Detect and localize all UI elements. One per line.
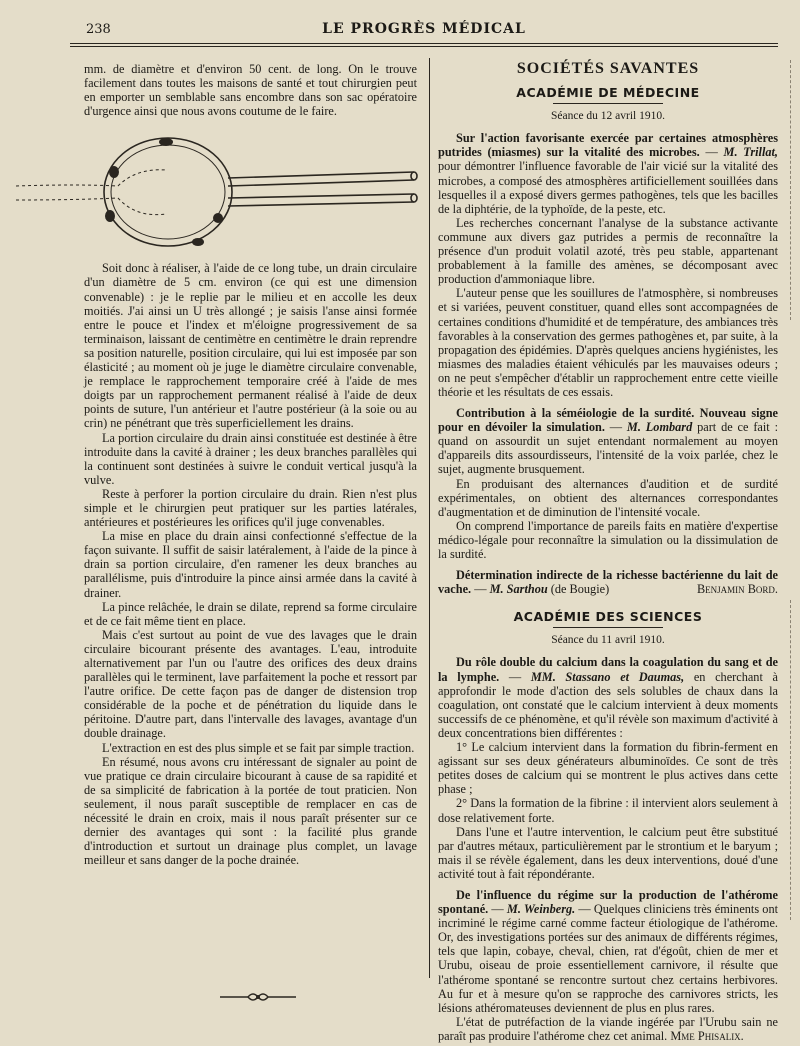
header-rule — [70, 43, 778, 44]
dash: — — [609, 420, 623, 435]
column-divider — [429, 58, 430, 978]
academy-rule — [553, 627, 663, 628]
dash: — — [474, 582, 487, 597]
article — [438, 406, 778, 476]
article-text: part de ce fait : quand on assourdit un sujet entendant normalement au moyen d'appareils dits assourdisseurs, l'intensité de la voix parlée, chez le sujet, augmente brusquement. — [438, 420, 778, 477]
article-text: (de Bougie) — [550, 582, 610, 597]
academy-heading — [438, 86, 778, 104]
article-author: MM. Stassano et Daumas, — [530, 669, 685, 684]
paragraph — [438, 1015, 778, 1043]
paragraph: La portion circulaire du drain ainsi constituée est destinée à être introduite dans la cavité à drainer ; les deux branches parallèles qui la continuent sont destinées à suivre le conduit vertical jusqu'à la vulve. — [84, 430, 417, 487]
signature: Benjamin Bord. — [696, 582, 778, 597]
paragraph: En résumé, nous avons cru intéressant de signaler au point de vue pratique ce drain circulaire bicourant à cause de sa rapidité et de sa simplicité de fabrication à la portée de tout praticien. Non seulement, il nous paraît susceptible de remplacer en cas de nécessité le drain en croix, mais il nous paraît présenter sur ce dernier des avantages qui sont : la facilité plus grande d'introduction et surtout un drainage plus complet, un lavage meilleur et sans danger de la poche drainée. — [84, 754, 417, 868]
academy-rule — [553, 103, 663, 104]
article-title: De l'influence du régime sur la production de l'athérome spontané. — [438, 887, 778, 917]
paragraph: Les recherches concernant l'analyse de la substance activante commune aux divers gaz putrides a permis de reconnaître la présence d'un produit volatil azoté, très peu stable, appartenant probablement à la famille des amènes, se décomposant avec production d'ammoniaque libre. — [438, 215, 778, 287]
page-header — [70, 20, 778, 42]
page-number: 238 — [86, 22, 111, 37]
paragraph: On comprend l'importance de pareils faits en matière d'expertise médico-légale pour reconnaître la simulation ou la dissimulation de la surdité. — [438, 518, 778, 561]
drain-figure — [84, 128, 417, 256]
article-author: M. Sarthou — [489, 582, 548, 597]
article — [438, 131, 778, 216]
paragraph: Soit donc à réaliser, à l'aide de ce long tube, un drain circulaire d'un diamètre de 5 cm. environ (ce qui est une dimension convenable) : je le replie par le milieu et en accolle les deux moitiés. J'ai ainsi un U très allongé ; je saisis l'anse ainsi formée entre le pouce et l'index et m'éloigne progressivement de sa terminaison, laissant de centimètre en centimètre le drain reprendre sa position naturelle, position circulaire, qui lui est imposée par son élasticité ; au moment où je juge le diamètre circulaire convenable, je remplace le rapprochement temporaire créé à l'aide de mes doigts par un rapprochement permanent réalisé à l'aide de deux points de suture, l'un antérieur et l'autre postérieur (à la soie ou au crin) ne pénétrant que très superficiellement les drains. — [84, 261, 417, 431]
paragraph: La mise en place du drain ainsi confectionné s'effectue de la façon suivante. Il suffit de saisir latéralement, à l'aide de la pince à drain sa portion circulaire, d'en ramener les deux branches au parallélisme, puis d'introduire la pince ainsi armée dans la cavité à drainer. — [84, 529, 417, 600]
paragraph: Reste à perforer la portion circulaire du drain. Rien n'est plus simple et le chirurgien peut pratiquer sur les parties latérales, antérieures et postérieures les orifices qu'il juge convenables. — [84, 486, 417, 530]
circular-drain-illustration — [6, 128, 426, 256]
academy-name: ACADÉMIE DE MÉDECINE — [516, 85, 700, 101]
page-edge-mark — [790, 60, 794, 320]
article — [438, 568, 778, 596]
page-edge-mark — [790, 600, 794, 920]
paragraph: 1° Le calcium intervient dans la formation du fibrin-ferment en agissant sur ses deux générateurs albuminoïdes. Ce sont de très petites doses de calcium qui se montrent le plus actives dans cette phase ; — [438, 740, 778, 797]
article-title: Sur l'action favorisante exercée par certaines atmosphères putrides (miasmes) sur la vitalité des microbes. — [438, 131, 778, 160]
dash: — — [508, 669, 522, 684]
academy-name: ACADÉMIE DES SCIENCES — [513, 609, 703, 625]
article — [438, 888, 778, 1015]
dash: — — [491, 902, 504, 917]
paragraph: En produisant des alternances d'audition et de surdité expérimentales, on obtient des alternances correspondantes d'augmentation et de diminution de l'intensité vocale. — [438, 476, 778, 519]
header-rule-double — [70, 46, 778, 47]
paragraph: L'extraction en est des plus simple et se fait par simple traction. — [102, 740, 415, 755]
left-column — [84, 62, 417, 867]
paragraph-text: L'état de putréfaction de la viande ingérée par l'Urubu sain ne paraît pas produire l'athérome chez cet animal. — [438, 1014, 778, 1043]
paragraph: Mais c'est surtout au point de vue des lavages que le drain circulaire bicourant présente des avantages. L'eau, introduite alternativement par l'un ou l'autre des orifices des deux drains parallèles qui le terminent, lave parfaitement la poche et ressort par l'autre orifice. De cette façon pas de danger de distension trop considérable de la poche et de pénétration du liquide dans le péritoine. D'autre part, dans l'intervalle des lavages, avantage d'un double drainage. — [84, 627, 417, 741]
article-author: M. Weinberg. — [506, 902, 576, 917]
article-title: Détermination indirecte de la richesse bactérienne du lait de vache. — [438, 568, 778, 597]
paragraph: L'auteur pense que les souillures de l'atmosphère, si nombreuses et si variées, peuvent constituer, quand elles sont accompagnées de certaines conditions d'humidité et de température, des ambiances très favorables à la conservation des germes pathogènes et, par suite, à la propagation des épidémies. D'après quelques anciens hygiénistes, les miasmes des maladies étaient véhiculés par les mauvaises odeurs ; on ne peut s'empêcher d'établir un rapprochement entre cette vieille théorie et les résultats de ces essais. — [438, 286, 778, 399]
session-date: Séance du 12 avril 1910. — [550, 110, 665, 123]
article-title: Du rôle double du calcium dans la coagulation du sang et de la lymphe. — [438, 655, 778, 684]
article-title: Contribution à la séméiologie de la surdité. Nouveau signe pour en dévoiler la simulation. — [438, 406, 778, 435]
article — [438, 655, 778, 740]
paragraph: 2° Dans la formation de la fibrine : il intervient alors seulement à dose relativement forte. — [438, 796, 778, 825]
article-text: pour démontrer l'influence favorable de l'air vicié sur la vitalité des microbes, a composé des atmosphères artificiellement souillées dans lesquelles il a exposé divers germes pathogènes, tels que les bacilles de la diphtérie, de la typhoïde, de la peste, etc. — [438, 159, 778, 216]
dash: — — [578, 902, 591, 917]
paragraph: Dans l'une et l'autre intervention, le calcium peut être substitué par d'autres métaux, particulièrement par le strontium et le baryum ; mais il se révèle également, dans les deux interventions, doué d'une activité tout à fait répondérante. — [438, 824, 778, 881]
dash: — — [705, 145, 718, 160]
article-text: en cherchant à approfondir le mode d'action des sels solubles de chaux dans la coagulation, ont constaté que le calcium intervient à deux moments successifs de ce phénomène, et qu'il révèle son maximum d'activité à deux concentrations bien différentes : — [438, 669, 778, 740]
right-column — [438, 62, 778, 1043]
article-author: M. Trillat, — [723, 145, 779, 160]
article-text: Quelques cliniciens très éminents ont incriminé le régime carné comme facteur étiologique de l'athérome. Or, des investigations portées sur des animaux de différents régimes, tels que lapin, cobaye, cheval, chien, rat d'égoût, chien de mer et Urubu, oiseau de proie essentiellement carnivore, il résulte que l'athérome spontané se rencontre surtout chez certains herbivores. Au fur et à mesure qu'on se rapproche des carnivores stricts, les lésions athéromateuses deviennent de plus en plus rares. — [438, 902, 779, 1015]
end-ornament — [218, 990, 298, 1004]
signature: Mme Phisalix. — [670, 1028, 744, 1043]
session-date: Séance du 11 avril 1910. — [551, 634, 665, 647]
section-title: SOCIÉTÉS SAVANTES — [516, 60, 700, 77]
article-author: M. Lombard — [626, 420, 693, 435]
academy-heading — [438, 610, 778, 628]
running-title: LE PROGRÈS MÉDICAL — [322, 21, 526, 37]
paragraph: mm. de diamètre et d'environ 50 cent. de long. On le trouve facilement dans toutes les maisons de santé et tout chirurgien peut en emporter un semblable sans encombre dans son sac opératoire d'urgence ainsi que nous avons coutume de le faire. — [84, 62, 417, 119]
paragraph: La pince relâchée, le drain se dilate, reprend sa forme circulaire et de ce fait même tient en place. — [84, 599, 417, 628]
